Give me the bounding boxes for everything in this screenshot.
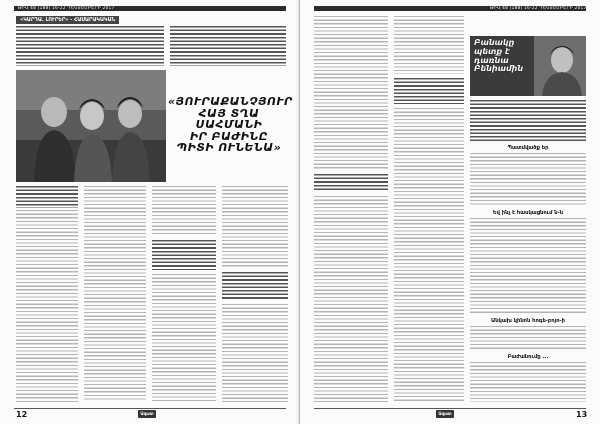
right-header-text: ԹԻՎ 48 (188) 16-22 ԴԵԿՏԵՄԲԵՐԻ 2017 [490,5,587,10]
left-body-col-1 [16,210,78,402]
family-photo [16,70,166,182]
right-page [300,0,600,424]
intro-paragraph-2 [170,26,286,66]
box-title-line-2: պետք է [474,46,510,56]
left-body-col-4b [222,304,288,402]
right-page-number: 13 [576,410,588,419]
right-body-col-2a [394,16,464,74]
subheading-3: Անկախ կինոն հոգե-բոյո-ի [490,318,566,324]
left-body-col-3b [152,274,216,402]
left-pullquote-2 [222,272,288,300]
family-photo-image [16,70,166,182]
subheading-4: Բաժանումը ... [507,354,549,360]
right-footer-logo: Ազատ [436,410,454,418]
left-pullquote-1 [152,240,216,270]
left-body-col-2 [84,186,146,402]
left-body-col-3a [152,186,216,236]
photo-caption [16,186,78,208]
right-body-col-1a [314,16,388,170]
left-footer-logo: Ազատ [138,410,156,418]
right-pullquote-1 [314,174,388,192]
right-body-col-2b [394,108,464,402]
left-page-number: 12 [16,410,28,419]
subheading-2: Եվ ինչ է հասկացնում ն-ն [492,210,564,216]
right-body-col-3d [470,362,586,402]
subheading-1: Պատմվածք եր [507,145,549,151]
left-body-col-4a [222,186,288,268]
box-title-line-3: դառնա [474,55,509,65]
box-title-line-4: Բենիամին [474,64,524,74]
right-body-col-3c [470,326,586,350]
soldier-photo-box [470,36,586,96]
right-pullquote-2 [394,78,464,104]
box-title-line-1: Բանակը [474,38,515,47]
left-footer-rule [14,408,286,409]
left-header-text: ԹԻՎ 48 (188) 16-22 ԴԵԿՏԵՄԲԵՐԻ 2017 [18,5,115,10]
right-intro-bold [470,100,586,142]
headline-line-4: ՊԻՏԻ ՈՒՆԵՆԱ» [176,141,282,155]
main-headline [168,95,293,155]
headline-line-2: ՀԱՅ ՏՂԱ ՍԱՀՄԱՆԻ [195,106,263,132]
right-body-col-1b [314,196,388,402]
headline-line-1: «ՅՈՒՐԱՔԱՆՉՅՈՒՐ [168,95,293,108]
right-footer-rule [314,408,586,409]
right-body-col-3a [470,153,586,207]
soldier-box-title [474,39,523,74]
left-section-tag: «ԿԱՐԴԱ. ԼՈՒՐԵՐ» - ՀԱՍԱՐԱԿԱԿԱՆ [16,16,119,24]
intro-paragraph-1 [16,26,164,66]
headline-line-3: ԻՐ ԲԱԺԻՆԸ [189,129,269,143]
right-body-col-3b [470,218,586,314]
